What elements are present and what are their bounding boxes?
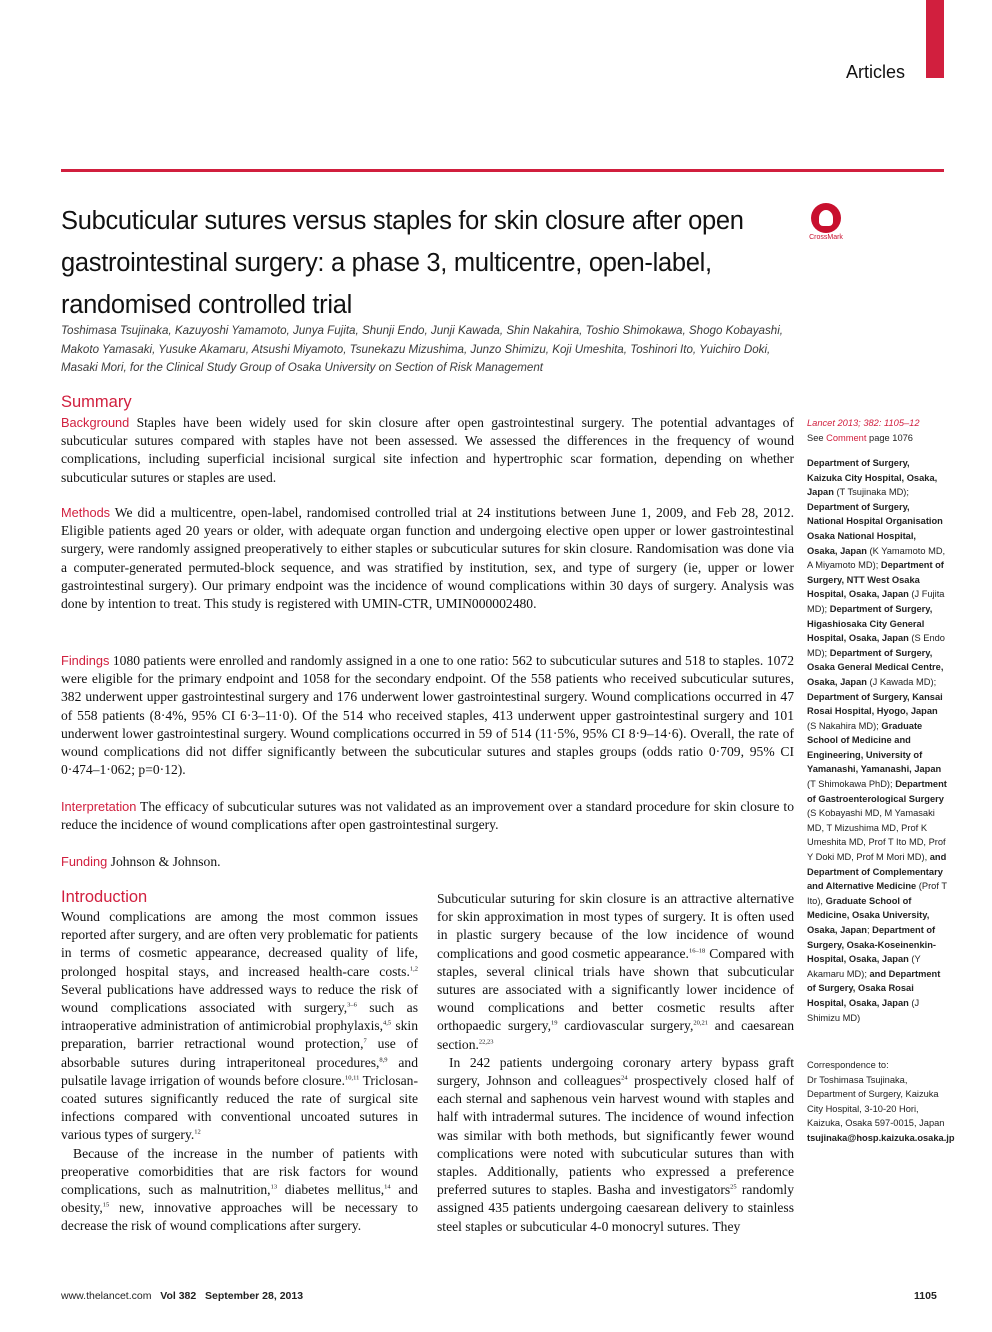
introduction-heading: Introduction: [61, 888, 148, 906]
intro-text: prospectively closed half of each sternal and saphenous vein harvest wound with staples and half with intradermal sutures. The incidence of wound infection was similar with both methods, but significantly fewer wound complications were noted with subcuticular sutures than with staples. Additionally, patients who expressed a preference preferred sutures to staples. Basha and investigators: [437, 1073, 794, 1198]
summary-heading: Summary: [61, 393, 132, 411]
sidebar-correspondence: [807, 1058, 955, 1146]
affiliation-authors: (T Tsujinaka MD);: [833, 487, 909, 498]
intro-paragraph: [437, 1054, 794, 1236]
journal-citation: Lancet 2013; 382: 1105–12: [807, 418, 920, 428]
affiliation-institution: Department of Surgery, Osaka General Medical Centre, Osaka, Japan: [807, 647, 944, 687]
methods-text: We did a multicentre, open-label, randomised controlled trial at 24 institutions between June 1, 2009, and Feb 28, 2012. Eligible patients aged 20 years or older, with adequate organ function and undergoing elective open upper or lower gastrointestinal surgery, were randomly assigned preoperatively to either staples or subcuticular sutures for skin closure. Randomisation was done via a computer-generated permuted-block sequence, and was stratified by institution, sex, and type of surgery (ie, upper or lower gastrointestinal surgery). Our primary endpoint was the incidence of wound complications within 30 days of surgery. Analysis was done by intention to treat. This study is registered with UMIN-CTR, UMIN000002480.: [61, 505, 794, 612]
affiliation-authors: ;: [866, 925, 873, 935]
see-prefix: See: [807, 432, 827, 443]
intro-paragraph: [61, 1145, 418, 1236]
interpretation-text: The efficacy of subcuticular sutures was not validated as an improvement over a standard procedure for skin closure to reduce the incidence of wound complications after open gastrointestinal surgery.: [61, 799, 794, 833]
reference-marker: 12: [194, 1128, 201, 1136]
reference-marker: 3–6: [347, 1001, 357, 1009]
intro-text: Subcuticular suturing for skin closure is an attractive alternative for skin approximation in most types of surgery. It is often used in plastic surgery because of the low incidence of wound complications and good cosmetic appearance.: [437, 891, 794, 961]
affiliation-institution: Department of Surgery, Higashiosaka City General Hospital, Osaka, Japan: [807, 603, 933, 644]
abstract-methods: [61, 504, 794, 613]
intro-text: In 242 patients undergoing coronary artery bypass graft surgery, Johnson and colleagues: [437, 1054, 794, 1089]
funding-label: Funding: [61, 854, 108, 869]
intro-column-1: [61, 908, 418, 1236]
see-suffix: page 1076: [866, 432, 913, 443]
intro-text: and pulsatile lavage irrigation of wounds before closure.: [61, 1054, 418, 1088]
affiliation-institution: and Department of Surgery, Osaka Rosai Hospital, Osaka, Japan: [807, 968, 941, 1008]
intro-text: cardiovascular surgery,: [557, 1018, 694, 1034]
abstract-interpretation: [61, 798, 794, 834]
affiliation-authors: (T Shimokawa PhD);: [807, 779, 896, 790]
intro-text: diabetes mellitus,: [277, 1182, 385, 1198]
reference-marker: 13: [270, 1183, 278, 1191]
section-label: Articles: [846, 62, 906, 82]
reference-marker: 15: [102, 1201, 110, 1209]
affiliation-institution: Department of Surgery, Kaizuka City Hospital, Osaka, Japan: [807, 458, 938, 498]
abstract-background: [61, 414, 794, 487]
intro-text: Because of the increase in the number of patients with preoperative comorbidities that are risk factors for wound complications, such as malnutrition,: [61, 1145, 418, 1198]
intro-text: such as intraoperative administration of antimicrobial prophylaxis,: [61, 1000, 418, 1034]
affiliation-institution: Department of Surgery, National Hospital Organisation Osaka National Hospital, Osaka, Japan: [807, 501, 943, 556]
sidebar-affiliations: [807, 456, 947, 1025]
comment-link[interactable]: Comment: [826, 432, 867, 443]
affiliation-authors: (J Shimizu MD): [807, 997, 920, 1023]
affiliation-institution: Department of Surgery, NTT West Osaka Hospital, Osaka, Japan: [807, 560, 944, 600]
intro-text: randomly assigned 435 patients undergoing caesarean delivery to stainless steel staples or subcuticular 4-0 monocryl sutures. They: [437, 1182, 794, 1234]
affiliation-authors: (J Kawada MD);: [866, 676, 937, 687]
abstract-findings: [61, 652, 794, 779]
reference-marker: 24: [621, 1074, 628, 1082]
intro-column-2: [437, 890, 794, 1236]
affiliation-institution: Department of Surgery, Osaka-Koseinenkin-Hospital, Osaka, Japan: [807, 925, 936, 965]
affiliation-authors: (S Nakahira MD);: [807, 720, 882, 731]
footer-volume: Vol 382: [160, 1290, 197, 1302]
reference-marker: 1,2: [409, 965, 418, 973]
top-rule: [61, 169, 944, 172]
intro-text: skin preparation, barrier retractional wound protection,: [61, 1018, 418, 1052]
see-comment: [807, 431, 947, 446]
intro-text: Wound complications are among the most common issues reported after surgery, and are often very problematic for patients in terms of cosmetic appearance, decreased quality of life, prolonged hospital stays, and increased health-care costs.: [61, 909, 418, 979]
background-label: Background: [61, 415, 130, 430]
intro-text: new, innovative approaches will be necessary to decrease the risk of wound complications after surgery.: [61, 1200, 418, 1234]
reference-marker: 19: [551, 1019, 558, 1027]
intro-text: Several publications have addressed ways to reduce the risk of wound complications associated with surgery,: [61, 981, 418, 1016]
affiliation-authors: (J Fujita MD);: [807, 589, 945, 614]
correspondence-label: Correspondence to:: [807, 1060, 889, 1070]
footer-left: [61, 1290, 303, 1302]
abstract-funding: [61, 853, 794, 871]
page-number: 1105: [914, 1290, 937, 1302]
findings-label: Findings: [61, 653, 110, 668]
section-color-tab: [926, 0, 944, 78]
intro-text: use of absorbable sutures during intraperitoneal procedures,: [61, 1036, 419, 1070]
affiliation-institution: Department of Gastroenterological Surgery: [807, 779, 947, 804]
intro-text: Compared with staples, several clinical trials have shown that subcuticular sutures are associated with a significantly lower incidence of wound complications and better cosmetic results after orthopaedic surgery,: [437, 945, 794, 1034]
intro-text: and obesity,: [61, 1182, 418, 1216]
findings-text: 1080 patients were enrolled and randomly assigned in a one to one ratio: 562 to subcuticular sutures and 518 to staples. 1072 were eligible for the primary endpoint and 1058 for the secondary endpoint. Of the 558 patients who received subcuticular sutures, 382 underwent upper gastrointestinal surgery and 176 underwent lower gastrointestinal surgery. Wound complications occurred in 47 of 558 patients (8·4%, 95% CI 6·3–11·0). Of the 514 who received staples, 413 underwent upper gastrointestinal surgery and 101 underwent lower gastrointestinal surgery. Wound complications occurred in 59 of 514 (11·5%, 95% CI 8·9–14·6). Overall, the rate of wound complications did not differ significantly between the subcuticular sutures and staples groups (odds ratio 0·709, 95% CI 0·474–1·062; p=0·12).: [61, 653, 794, 778]
intro-text: Triclosan-coated sutures significantly reduced the rate of surgical site infections compared with conventional uncoated sutures in various types of surgery.: [61, 1072, 418, 1143]
intro-text: and caesarean section.: [437, 1018, 794, 1052]
methods-label: Methods: [61, 505, 111, 520]
intro-paragraph: [437, 890, 794, 1054]
affiliation-institution: Graduate School of Medicine, Osaka University, Osaka, Japan: [807, 895, 930, 935]
correspondence-address: Dr Toshimasa Tsujinaka, Department of Surgery, Kaizuka City Hospital, 3-10-20 Hori, Kaizuka, Osaka 597-0015, Japan: [807, 1074, 945, 1129]
footer-date: September 28, 2013: [205, 1290, 304, 1302]
affiliation-institution: and Department of Complementary and Alternative Medicine: [807, 852, 947, 892]
footer-site[interactable]: www.thelancet.com: [61, 1290, 152, 1302]
reference-marker: 8,9: [379, 1056, 388, 1064]
affiliation-authors: (Prof T Ito),: [807, 881, 947, 906]
reference-marker: 10,11: [344, 1074, 360, 1082]
affiliation-authors: (S Kobayashi MD, M Yamasaki MD, T Mizushima MD, Prof K Umeshita MD, Prof T Ito MD, Prof Y Doki MD, Prof M Mori MD),: [807, 808, 946, 863]
affiliation-authors: (S Endo MD);: [807, 633, 945, 658]
affiliation-institution: Graduate School of Medicine and Engineering, University of Yamanashi, Yamanashi, Japan: [807, 720, 942, 775]
interpretation-label: Interpretation: [61, 799, 137, 814]
reference-marker: 7: [363, 1037, 367, 1045]
intro-paragraph: [61, 908, 418, 1145]
reference-marker: 20,21: [693, 1019, 708, 1027]
article-title: Subcuticular sutures versus staples for skin closure after open gastrointestinal surgery: a phase 3, multicentre, open-label, randomised controlled trial: [61, 207, 744, 319]
reference-marker: 4,5: [383, 1019, 392, 1027]
correspondence-email[interactable]: tsujinaka@hosp.kaizuka.osaka.jp: [807, 1132, 955, 1143]
background-text: Staples have been widely used for skin closure after open gastrointestinal surgery. The potential advantages of subcuticular sutures compared with staples have not been assessed. We assessed the differences in the frequency of wound complications, including superficial incisional surgical site infection and hypertrophic scar formation, depending on whether subcuticular sutures or staples are used.: [61, 415, 794, 485]
crossmark-logo[interactable]: [808, 203, 844, 241]
sidebar-citation-block: [807, 416, 947, 445]
reference-marker: 25: [730, 1183, 737, 1191]
crossmark-icon: [811, 203, 841, 233]
reference-marker: 16–18: [688, 947, 706, 955]
reference-marker: 22,23: [478, 1038, 494, 1046]
affiliation-institution: Department of Surgery, Kansai Rosai Hospital, Hyogo, Japan: [807, 691, 943, 717]
affiliation-authors: (Y Akamaru MD);: [807, 954, 921, 979]
reference-marker: 14: [384, 1183, 391, 1191]
funding-text: Johnson & Johnson.: [107, 854, 221, 869]
affiliation-authors: (K Yamamoto MD, A Miyamoto MD);: [807, 545, 946, 571]
author-list: Toshimasa Tsujinaka, Kazuyoshi Yamamoto, Junya Fujita, Shunji Endo, Junji Kawada, Shin Nakahira, Toshio Shimokawa, Shogo Kobayashi, Makoto Yamasaki, Yusuke Akamaru, Atsushi Miyamoto, Tsunekazu Mizushima, Junzo Shimizu, Koji Umeshita, Toshinori Ito, Yuichiro Doki, Masaki Mori, for the Clinical Study Group of Osaka University on Section of Risk Management: [61, 324, 784, 374]
crossmark-label: CrossMark: [809, 234, 843, 241]
